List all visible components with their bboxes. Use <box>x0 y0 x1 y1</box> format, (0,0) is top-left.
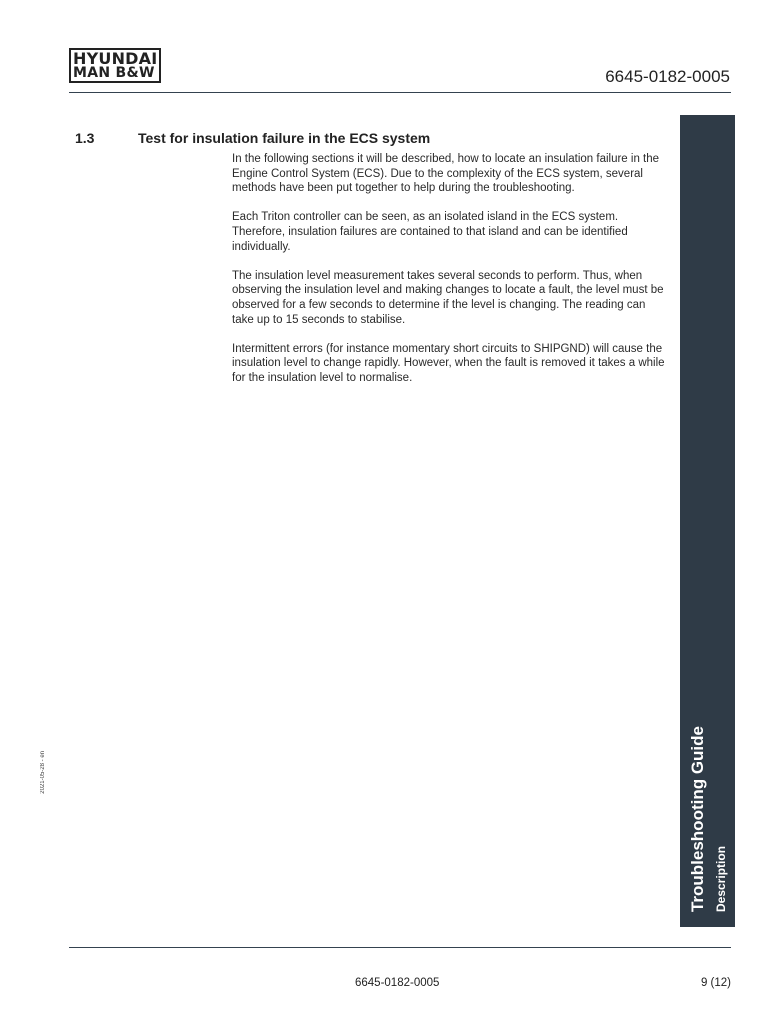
side-tab-title-text: Troubleshooting Guide <box>688 725 707 912</box>
footer-divider <box>69 947 731 948</box>
side-tab-subtitle <box>710 800 732 912</box>
side-tab-subtitle-text: Description <box>714 845 728 912</box>
header-document-number: 6645-0182-0005 <box>605 67 730 86</box>
date-stamp-text: 2021-05-28 - en <box>40 751 46 794</box>
footer-document-number: 6645-0182-0005 <box>355 977 440 989</box>
page-number: 9 (12) <box>700 977 731 989</box>
paragraph: Intermittent errors (for instance momentary short circuits to SHIPGND) will cause the insulation level to change rapidly. However, when the fault is removed it takes a while for the insulation level to normalise. <box>232 342 665 384</box>
section-number: 1.3 <box>75 130 95 146</box>
logo-line-1: HYUNDAI <box>73 49 158 68</box>
date-stamp <box>38 738 48 794</box>
header-divider <box>69 92 731 93</box>
paragraph: Each Triton controller can be seen, as an isolated island in the ECS system. Therefore, insulation failures are contained to that island and can be identified individually. <box>232 211 628 253</box>
logo-line-2: MAN B&W <box>73 65 155 81</box>
paragraph: The insulation level measurement takes several seconds to perform. Thus, when observing the insulation level and making changes to locate a fault, the level must be observed for a few seconds to determine if the level is changing. The reading can take up to 15 seconds to stabilise. <box>232 269 664 326</box>
section-title: Test for insulation failure in the ECS system <box>138 130 431 146</box>
section-body <box>232 152 668 400</box>
company-logo <box>69 48 161 83</box>
paragraph: In the following sections it will be described, how to locate an insulation failure in the Engine Control System (ECS). Due to the complexity of the ECS system, several methods have been put together to help during the troubleshooting. <box>232 153 660 195</box>
